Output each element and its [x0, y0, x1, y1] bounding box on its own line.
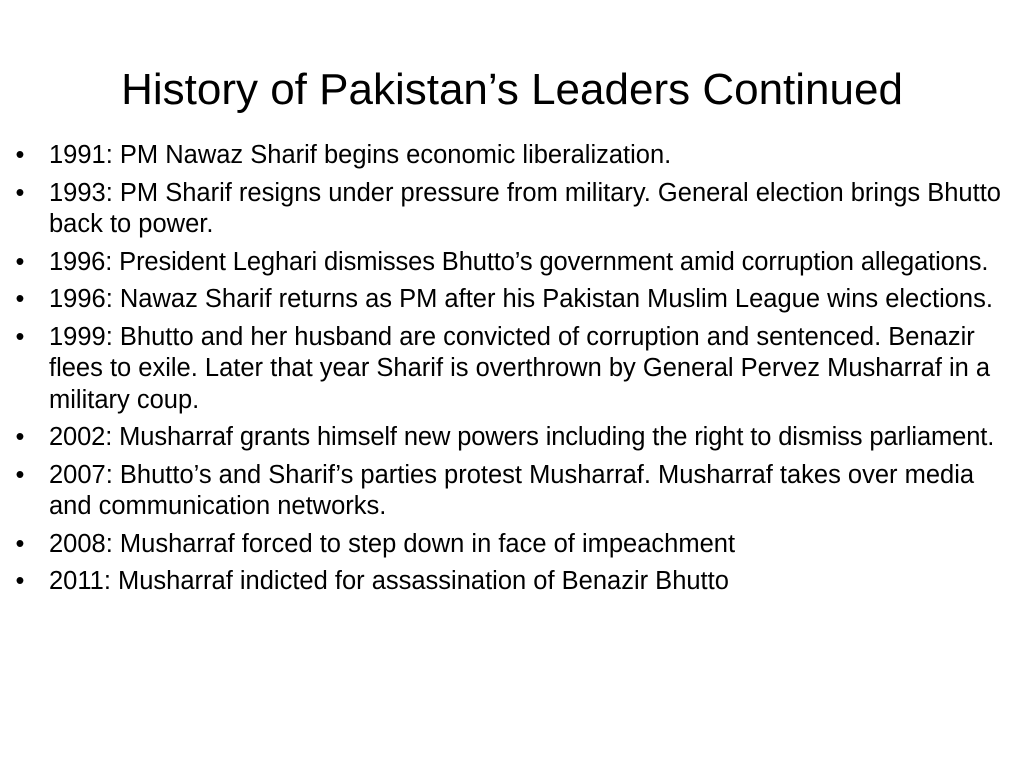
bullet-item: [0, 566, 1024, 598]
bullet-item: [0, 322, 1024, 417]
bullet-text: 1996: Nawaz Sharif returns as PM after his Pakistan Muslim League wins elections.: [49, 285, 993, 313]
bullet-dot-icon: •: [15, 322, 25, 351]
slide-title: History of Pakistan’s Leaders Continued: [121, 65, 903, 114]
bullet-dot-icon: •: [15, 247, 25, 276]
bullet-text: 1993: PM Sharif resigns under pressure from military. General election brings Bhutto back to power.: [49, 178, 1001, 238]
bullet-item: [0, 178, 1024, 241]
bullet-item: [0, 529, 1024, 561]
bullet-item: [0, 422, 1024, 454]
bullet-dot-icon: •: [15, 529, 25, 558]
bullet-text: 1991: PM Nawaz Sharif begins economic liberalization.: [49, 141, 672, 169]
bullet-item: [0, 284, 1024, 316]
bullet-list: [0, 140, 1024, 604]
bullet-dot-icon: •: [15, 423, 25, 451]
bullet-item: [0, 140, 1024, 172]
bullet-text: 2002: Musharraf grants himself new powers including the right to dismiss parliament.: [49, 423, 995, 451]
bullet-item: [0, 247, 1024, 279]
bullet-text: 2008: Musharraf forced to step down in face of impeachment: [49, 529, 736, 558]
bullet-dot-icon: •: [15, 567, 25, 595]
bullet-dot-icon: •: [15, 141, 25, 169]
bullet-text: 2007: Bhutto’s and Sharif’s parties protest Musharraf. Musharraf takes over media and communication networks.: [49, 460, 975, 520]
bullet-text: 1999: Bhutto and her husband are convicted of corruption and sentenced. Benazir flees to exile. Later that year Sharif is overthrown by General Pervez Musharraf in a military coup.: [49, 322, 991, 414]
bullet-dot-icon: •: [15, 285, 25, 313]
bullet-dot-icon: •: [15, 460, 25, 489]
bullet-item: [0, 460, 1024, 523]
bullet-dot-icon: •: [15, 178, 25, 207]
bullet-text: 2011: Musharraf indicted for assassination of Benazir Bhutto: [49, 567, 729, 595]
bullet-text: 1996: President Leghari dismisses Bhutto’s government amid corruption allegations.: [49, 247, 989, 276]
